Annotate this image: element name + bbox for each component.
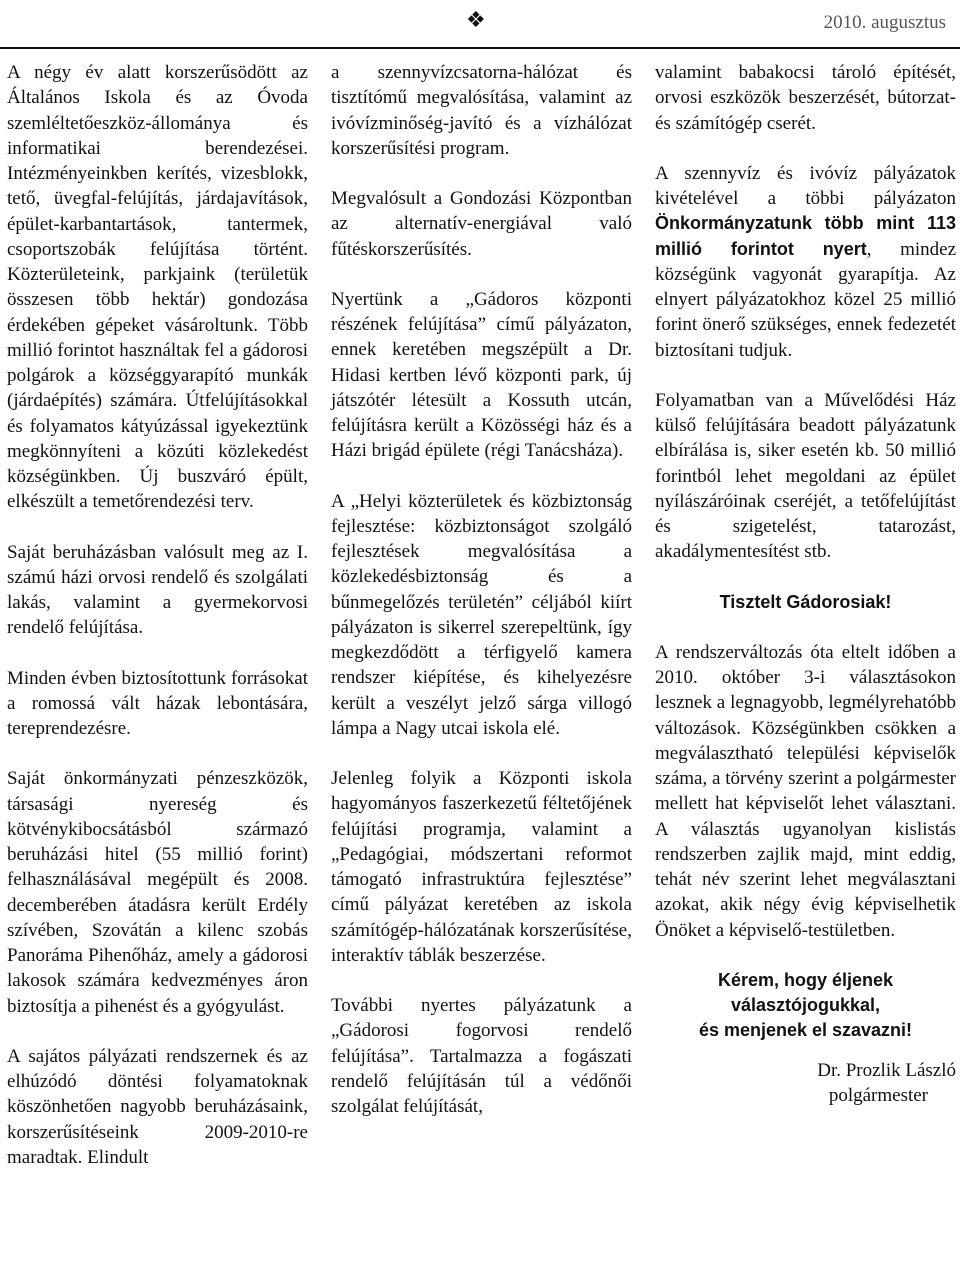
paragraph: A rendszerváltozás óta eltelt időben a 2010. október 3-i választásokon lesznek a legnagyobb, legmélyrehatóbb változások. Községünkben csökken a megválasztható települési képviselők száma, a törvény szerint a polgármester mellett hat képviselőt lehet választani. A választás ugyanolyan kislistás rendszerben zajlik majd, mint eddig, tehát név szerint lehet megválasztani azokat, akik négy évig képviselhetik Önöket a képviselő-testületben. (655, 641, 956, 941)
voting-appeal (655, 968, 956, 1044)
paragraph (655, 161, 956, 363)
header-rule (0, 47, 960, 49)
paragraph: Folyamatban van a Művelődési Ház külső felújítására beadott pályázatunk elbírálása is, siker esetén kb. 50 millió forintból lehet megoldani az épület nyílászáróinak cseréjét, a tetőfelújítást és szigetelést, tatarozást, akadálymentesítést stb. (655, 389, 956, 563)
text-column-3 (655, 60, 956, 1108)
text-column-2 (331, 60, 632, 1144)
paragraph: A sajátos pályázati rendszernek és az elhúzódó döntési folyamatoknak köszönhetően nagyobb beruházásaink, korszerűsítéseink 2009-2010-re maradtak. Elindult (7, 1045, 308, 1168)
paragraph: Nyertünk a „Gádoros központi részének felújítása” című pályázaton, ennek keretében megszépült a Dr. Hidasi kertben lévő központi park, új játszótér létesült a Kossuth utcán, felújításra került a Közösségi ház és a Házi brigád épülete (régi Tanácsháza). (331, 288, 632, 462)
paragraph: Jelenleg folyik a Központi iskola hagyományos faszerkezetű féltetőjének felújítási programja, valamint a „Pedagógiai, módszertani reformot támogató infrastruktúra fejlesztése” című pályázat keretében az iskola számítógép-hálózatának korszerűsítése, interaktív táblák beszerzése. (331, 768, 632, 966)
paragraph: Saját beruházásban valósult meg az I. számú házi orvosi rendelő és szolgálati lakás, valamint a gyermekorvosi rendelő felújítása. (7, 541, 308, 639)
appeal-line: és menjenek el szavazni! (698, 1020, 913, 1041)
issue-date: 2010. augusztus (823, 12, 946, 33)
paragraph: Saját önkormányzati pénzeszközök, társasági nyereség és kötvénykibocsátásból származó beruházási hitel (55 millió forint) felhasználásával megépült és 2008. decemberében átadásra került Erdély szívében, Szovátán a kilenc szobás Panoráma Pihenőház, amely a gádorosi lakosok számára kedvezményes áron biztosítja a pihenést és a gyógyulást. (7, 768, 308, 1017)
funding-highlight: Önkormányzatunk több mint 113 millió forintot nyert (655, 213, 956, 259)
paragraph: A „Helyi közterületek és közbiztonság fejlesztése: közbiztonságot szolgáló fejlesztések megvalósítása a közlekedésbiztonság és a bűnmegelőzés területén” céljából kiírt pályázaton is sikerrel szerepeltünk, így megkezdődött a térfigyelő kamera rendszer kiépítése, és kihelyezésre került a veszélyt jelző sárga villogó lámpa a Nagy utcai iskola elé. (331, 490, 632, 739)
signature-title: polgármester (828, 1084, 928, 1106)
paragraph: Megvalósult a Gondozási Központban az alternatív-energiával való fűtéskorszerűsítés. (331, 188, 632, 260)
appeal-line: Kérem, hogy éljenek (717, 969, 894, 990)
appeal-line: választójogukkal, (730, 995, 881, 1015)
paragraph: További nyertes pályázatunk a „Gádorosi fogorvosi rendelő felújítása”. Tartalmazza a fogászati rendelő felújításán túl a védőnői szolgálat felújítását, (331, 995, 632, 1117)
header-ornament-icon: ❖ (466, 7, 486, 32)
paragraph-text: A szennyvíz és ivóvíz pályázatok kivételével a többi pályázaton (655, 162, 956, 209)
signature-name: Dr. Prozlik László (817, 1059, 956, 1081)
paragraph: valamint babakocsi tároló építését, orvosi eszközök beszerzését, bútorzat- és számítógép cserét. (655, 62, 956, 134)
greeting-heading: Tisztelt Gádorosiak! (719, 591, 892, 612)
paragraph: Minden évben biztosítottunk forrásokat a romossá vált házak lebontására, tereprendezésre. (7, 667, 308, 739)
text-column-1 (7, 60, 308, 1195)
signature-block (655, 1058, 956, 1109)
paragraph: a szennyvízcsatorna-hálózat és tisztítómű megvalósítása, valamint az ivóvízminőség-javító és a vízhálózat korszerűsítési program. (331, 62, 632, 159)
paragraph: A négy év alatt korszerűsödött az Általános Iskola és az Óvoda szemléltetőeszköz-állománya és informatikai berendezései. Intézményeinkben kerítés, vizesblokk, tető, üvegfal-felújítás, járdajavítások, épület-karbantartások, tantermek, csoportszobák felújítása történt. Közterületeink, parkjaink (területük összesen több hektár) gondozása érdekében gépeket vásároltunk. Több millió forintot használtak fel a gádorosi polgárok a községgyarapító munkák (járdaépítés) számára. Útfelújításokkal és folyamatos kátyúzással igyekeztünk megkönnyíteni a közúti közlekedést községünkben. Új buszváró épült, elkészült a temetőrendezési terv. (7, 62, 308, 513)
paragraph-text: , mindez községünk vagyonát gyarapítja. Az elnyert pályázatokhoz közel 25 millió forint önerő szükséges, ennek fedezetét biztosítani tudjuk. (655, 238, 956, 361)
